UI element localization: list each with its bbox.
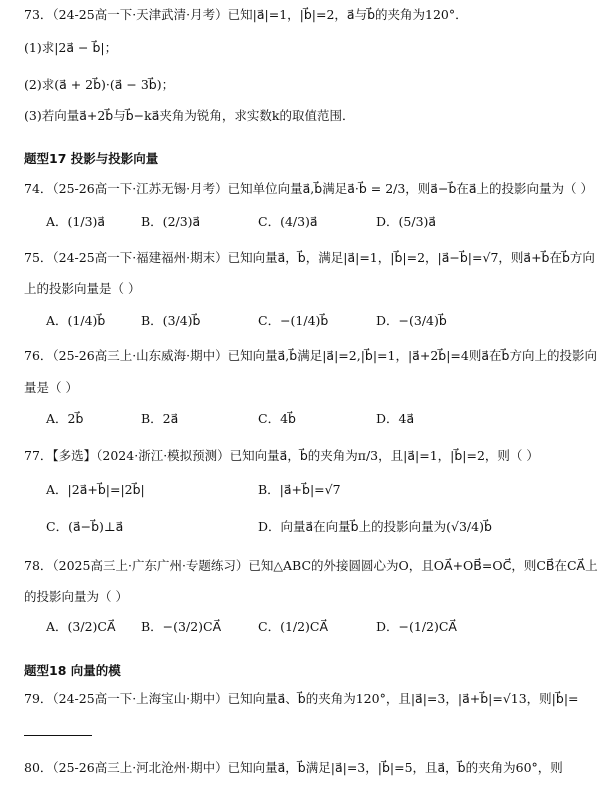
q80-stem: 80．（25-26高三上·河北沧州·期中）已知向量a⃗，b⃗满足|a⃗|=3，|b⃗|=5，且a⃗，b⃗的夹角为60°，则 bbox=[24, 760, 563, 775]
section-17-title: 题型17 投影与投影向量 bbox=[24, 151, 159, 166]
q78-option-c: C．(1/2)CA⃗ bbox=[258, 619, 329, 634]
q77-option-d: D．向量a⃗在向量b⃗上的投影向量为(√3/4)b⃗ bbox=[258, 519, 492, 534]
q78-stem-cont: 的投影向量为（ ） bbox=[24, 589, 128, 604]
q74-option-d: D．(5/3)a⃗ bbox=[376, 214, 437, 229]
q74-option-c: C．(4/3)a⃗ bbox=[258, 214, 318, 229]
q75-stem: 75．（24-25高一下·福建福州·期末）已知向量a⃗，b⃗，满足|a⃗|=1，|b⃗|=2，|a⃗−b⃗|=√7，则a⃗+b⃗在b⃗方向 bbox=[24, 250, 595, 265]
q74-stem: 74．（25-26高一下·江苏无锡·月考）已知单位向量a⃗,b⃗满足a⃗·b⃗ = 2/3，则a⃗−b⃗在a⃗上的投影向量为（ ） bbox=[24, 181, 594, 196]
q77-option-c: C．(a⃗−b⃗)⊥a⃗ bbox=[46, 519, 124, 534]
q76-option-d: D．4a⃗ bbox=[376, 411, 415, 426]
q76-stem: 76．（25-26高三上·山东威海·期中）已知向量a⃗,b⃗满足|a⃗|=2,|b⃗|=1，|a⃗+2b⃗|=4则a⃗在b⃗方向上的投影向 bbox=[24, 348, 597, 363]
q78-option-b: B．−(3/2)CA⃗ bbox=[141, 619, 222, 634]
q75-stem-cont: 上的投影向量是（ ） bbox=[24, 281, 141, 296]
q75-option-b: B．(3/4)b⃗ bbox=[141, 313, 201, 328]
q78-option-a: A．(3/2)CA⃗ bbox=[46, 619, 116, 634]
q79-stem: 79．（24-25高一下·上海宝山·期中）已知向量a⃗、b⃗的夹角为120°，且|a⃗|=3，|a⃗+b⃗|=√13，则|b⃗|= bbox=[24, 691, 579, 706]
q73-stem: 73．（24-25高一下·天津武清·月考）已知|a⃗|=1，|b⃗|=2，a⃗与b⃗的夹角为120°． bbox=[24, 7, 468, 22]
q73-part1: (1)求|2a⃗ − b⃗|； bbox=[24, 40, 118, 55]
q76-option-a: A．2b⃗ bbox=[46, 411, 84, 426]
q76-stem-cont: 量是（ ） bbox=[24, 380, 78, 395]
answer-blank bbox=[24, 735, 92, 736]
q77-stem: 77．【多选】（2024·浙江·模拟预测）已知向量a⃗，b⃗的夹角为π/3，且|a⃗|=1，|b⃗|=2，则（ ） bbox=[24, 448, 539, 463]
q77-option-a: A．|2a⃗+b⃗|=|2b⃗| bbox=[46, 482, 145, 497]
section-18-title: 题型18 向量的模 bbox=[24, 663, 121, 678]
q78-option-d: D．−(1/2)CA⃗ bbox=[376, 619, 457, 634]
q75-option-a: A．(1/4)b⃗ bbox=[46, 313, 106, 328]
q76-option-c: C．4b⃗ bbox=[258, 411, 296, 426]
q73-part2: (2)求(a⃗ + 2b⃗)·(a⃗ − 3b⃗)； bbox=[24, 77, 175, 92]
q78-stem: 78．（2025高三上·广东广州·专题练习）已知△ABC的外接圆圆心为O，且OA⃗+OB⃗=OC⃗，则CB⃗在CA⃗上 bbox=[24, 558, 598, 573]
q76-option-b: B．2a⃗ bbox=[141, 411, 179, 426]
q74-option-a: A．(1/3)a⃗ bbox=[46, 214, 106, 229]
q75-option-c: C．−(1/4)b⃗ bbox=[258, 313, 329, 328]
q73-part3: (3)若向量a⃗+2b⃗与b⃗−ka⃗夹角为锐角，求实数k的取值范围． bbox=[24, 108, 355, 123]
q75-option-d: D．−(3/4)b⃗ bbox=[376, 313, 447, 328]
q77-option-b: B．|a⃗+b⃗|=√7 bbox=[258, 482, 341, 497]
q74-option-b: B．(2/3)a⃗ bbox=[141, 214, 201, 229]
